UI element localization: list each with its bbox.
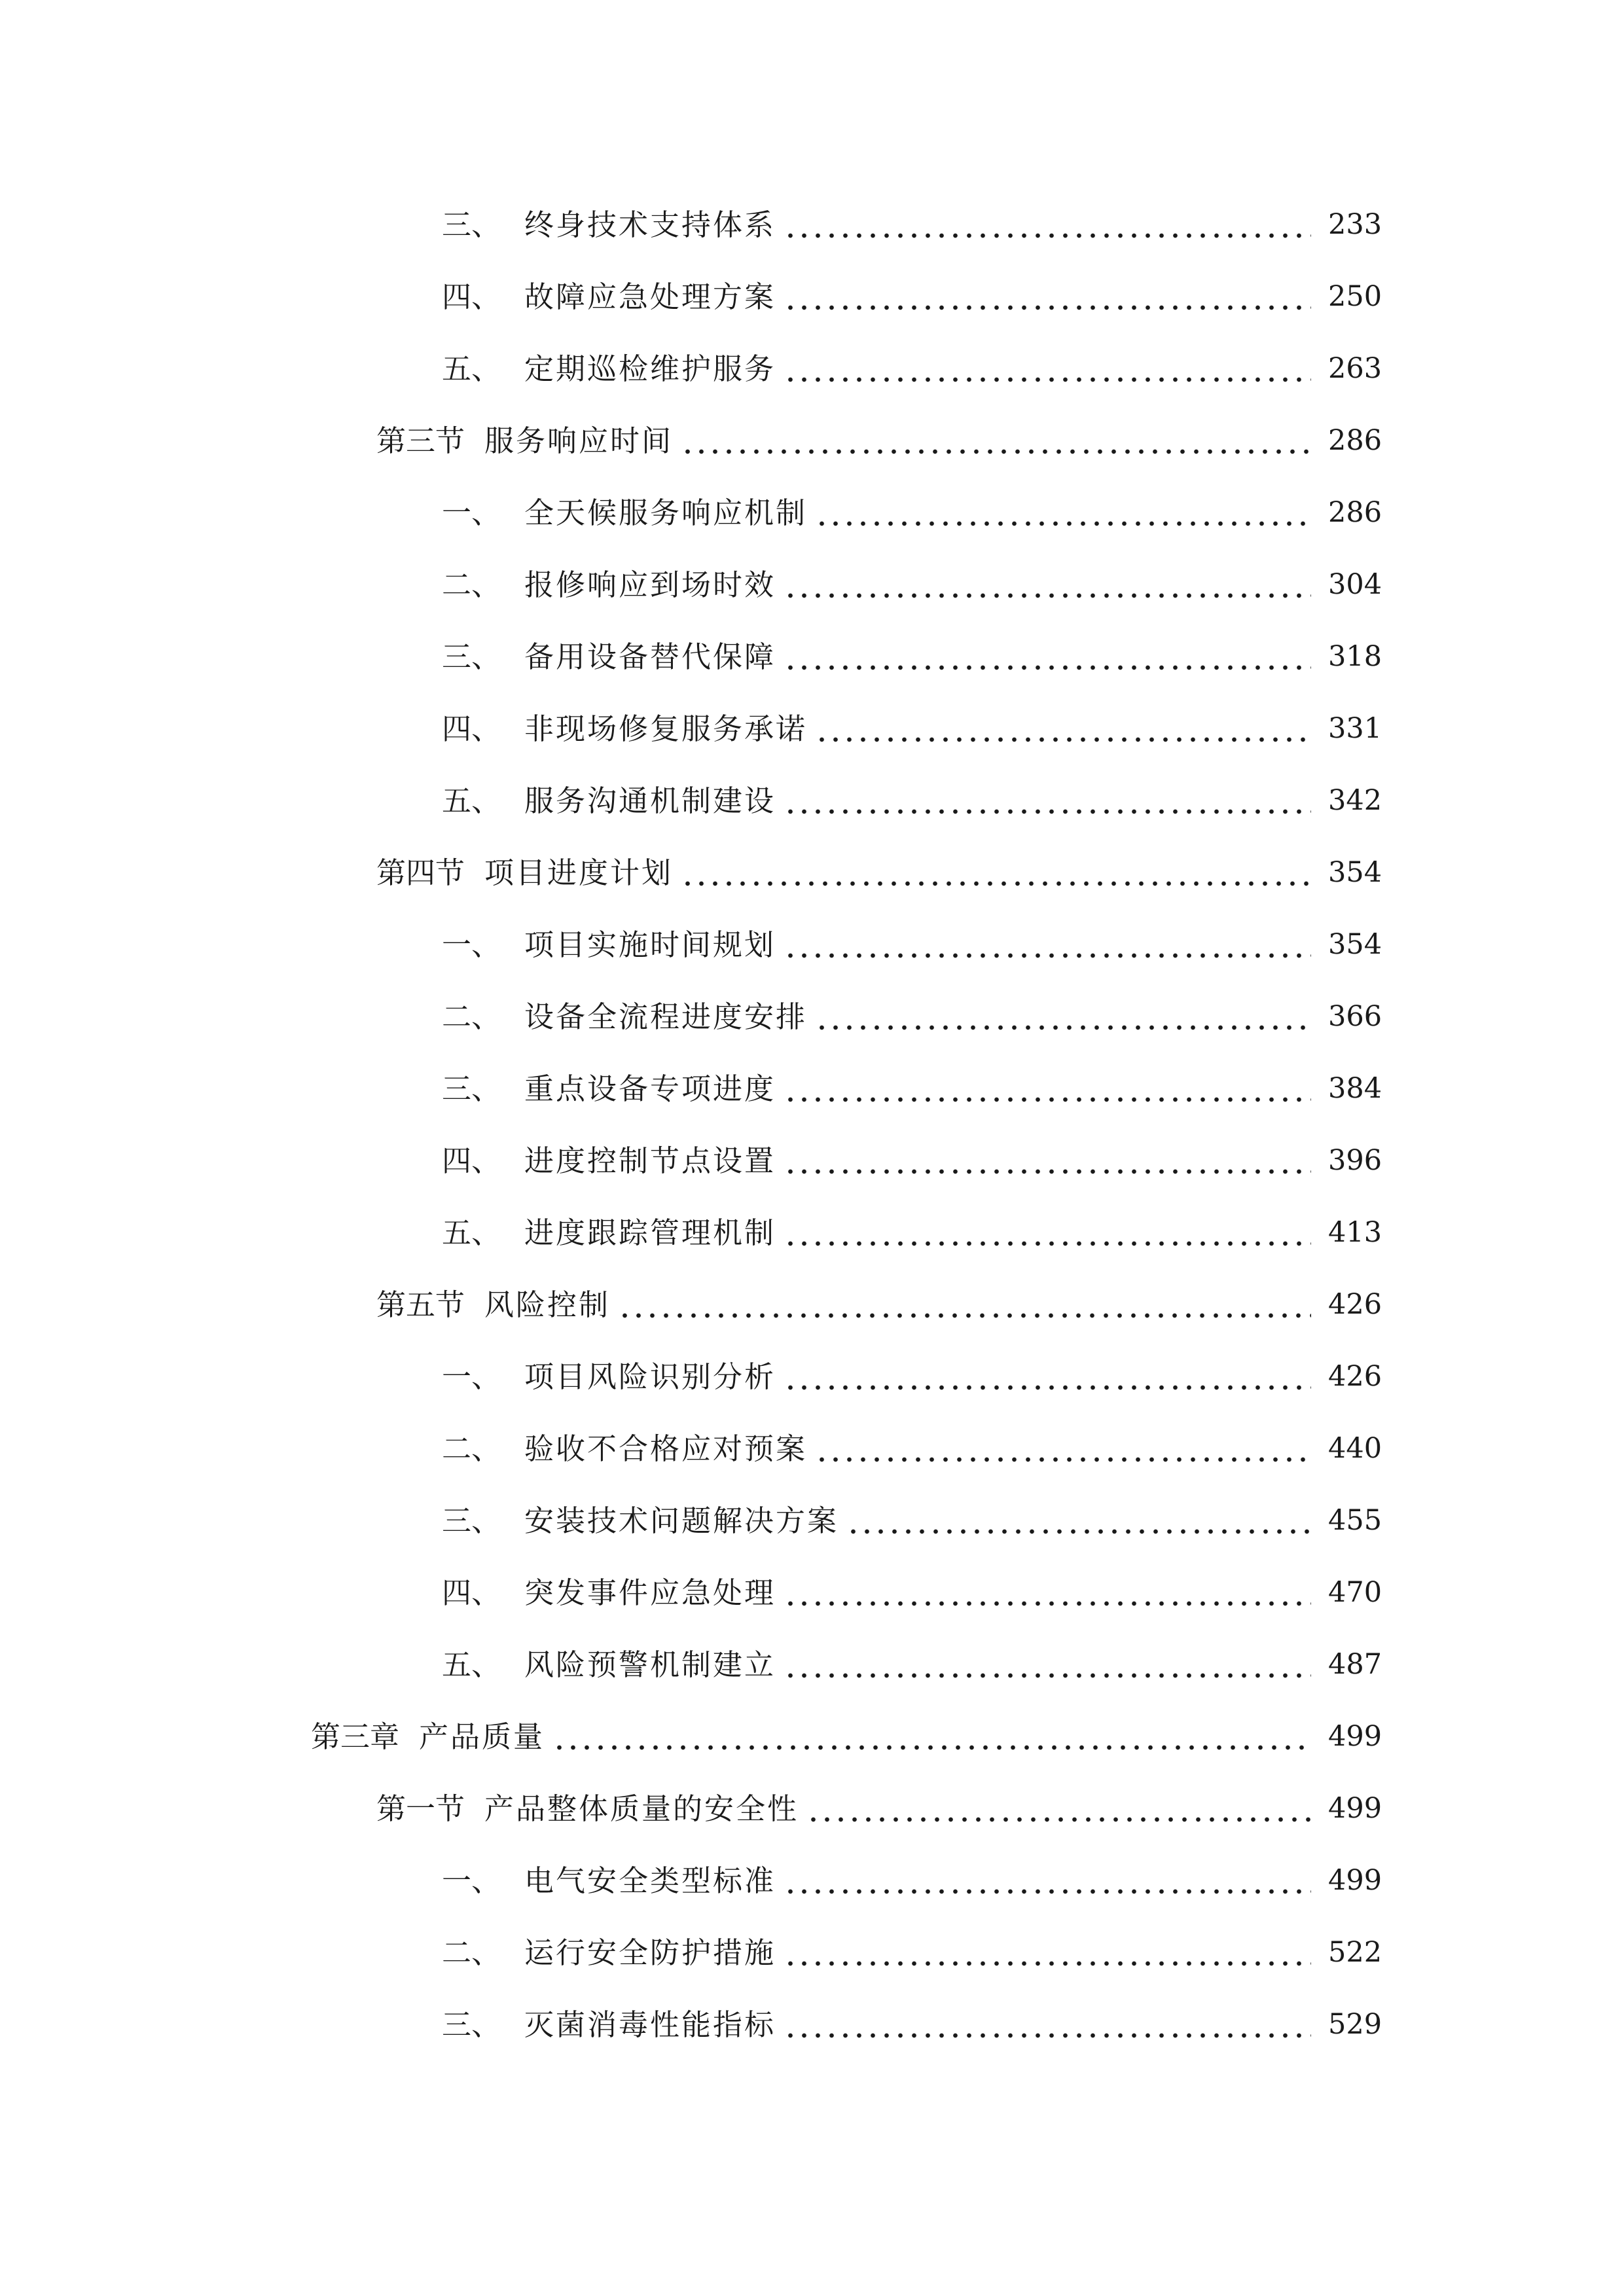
toc-entry-page: 396 <box>1328 1143 1382 1177</box>
dot-leader <box>784 1866 1311 1895</box>
toc-entry-number: 一、 <box>442 1863 501 1898</box>
toc-entry-title: 风险预警机制建立 <box>524 1647 776 1682</box>
toc-entry-number: 四、 <box>442 1575 501 1610</box>
toc-entry-page: 342 <box>1328 783 1382 817</box>
toc-entry-title: 备用设备替代保障 <box>524 639 776 674</box>
toc-entry-title: 项目实施时间规划 <box>524 927 776 962</box>
toc-entry-title: 定期巡检维护服务 <box>524 351 776 386</box>
toc-entry-page: 455 <box>1328 1503 1382 1537</box>
toc-entry-number: 四、 <box>442 711 501 746</box>
dot-leader <box>784 1146 1311 1175</box>
dot-leader <box>552 1722 1311 1751</box>
dot-leader <box>815 498 1311 528</box>
toc-entry-page: 413 <box>1328 1215 1382 1249</box>
toc-entry[interactable] <box>0 620 1624 692</box>
toc-entry-page: 233 <box>1328 207 1382 241</box>
toc-entry[interactable] <box>0 1484 1624 1556</box>
toc-entry-page: 286 <box>1328 495 1382 529</box>
toc-entry[interactable] <box>0 476 1624 548</box>
toc-entry-title: 项目风险识别分析 <box>524 1359 776 1394</box>
dot-leader <box>815 714 1311 744</box>
toc-entry-title: 非现场修复服务承诺 <box>524 711 808 746</box>
toc-entry[interactable] <box>0 1052 1624 1124</box>
toc-entry-title: 故障应急处理方案 <box>524 279 776 314</box>
dot-leader <box>784 930 1311 960</box>
dot-leader <box>784 210 1311 240</box>
toc-entry-number: 三、 <box>442 639 501 674</box>
toc-entry-title: 报修响应到场时效 <box>524 567 776 602</box>
toc-entry-number: 五、 <box>442 1647 501 1682</box>
toc-entry-number: 一、 <box>442 495 501 530</box>
toc-entry-page: 440 <box>1328 1431 1382 1465</box>
dot-leader <box>784 570 1311 600</box>
dot-leader <box>806 1794 1311 1823</box>
toc-entry-page: 499 <box>1328 1791 1382 1825</box>
toc-entry-number: 第一节 <box>376 1791 465 1826</box>
toc-entry-number: 第五节 <box>376 1287 465 1322</box>
toc-entry[interactable] <box>0 1196 1624 1268</box>
toc-entry-number: 五、 <box>442 1215 501 1250</box>
toc-entry-title: 服务响应时间 <box>484 423 674 458</box>
toc-entry[interactable] <box>0 1556 1624 1628</box>
toc-entry-number: 一、 <box>442 1359 501 1394</box>
toc-section-entry[interactable] <box>0 1268 1624 1340</box>
toc-entry[interactable] <box>0 260 1624 332</box>
toc-entry-title: 风险控制 <box>484 1287 611 1322</box>
toc-section-entry[interactable] <box>0 836 1624 908</box>
toc-entry-page: 354 <box>1328 855 1382 889</box>
toc-entry-title: 产品整体质量的安全性 <box>484 1791 799 1826</box>
dot-leader <box>681 426 1311 456</box>
toc-entry-page: 499 <box>1328 1719 1382 1753</box>
dot-leader <box>815 1002 1311 1031</box>
toc-entry-page: 522 <box>1328 1935 1382 1969</box>
toc-entry-title: 项目进度计划 <box>484 855 674 890</box>
toc-entry-page: 331 <box>1328 711 1382 745</box>
toc-entry[interactable] <box>0 908 1624 980</box>
toc-entry-title: 电气安全类型标准 <box>524 1863 776 1898</box>
toc-entry-title: 重点设备专项进度 <box>524 1071 776 1106</box>
toc-entry-title: 全天候服务响应机制 <box>524 495 808 530</box>
toc-entry-title: 运行安全防护措施 <box>524 1935 776 1970</box>
toc-entry-number: 三、 <box>442 207 501 242</box>
toc-entry-title: 设备全流程进度安排 <box>524 999 808 1034</box>
dot-leader <box>846 1506 1311 1535</box>
toc-entry-title: 灭菌消毒性能指标 <box>524 2007 776 2042</box>
toc-entry-number: 第四节 <box>376 855 465 890</box>
toc-entry[interactable] <box>0 1916 1624 1988</box>
dot-leader <box>815 1434 1311 1463</box>
toc-entry-number: 一、 <box>442 927 501 962</box>
dot-leader <box>784 2010 1311 2039</box>
toc-entry-page: 384 <box>1328 1071 1382 1105</box>
toc-entry-number: 二、 <box>442 567 501 602</box>
toc-section-entry[interactable] <box>0 404 1624 476</box>
dot-leader <box>784 354 1311 384</box>
toc-entry-page: 366 <box>1328 999 1382 1033</box>
toc-entry-number: 三、 <box>442 1503 501 1538</box>
dot-leader <box>784 1938 1311 1967</box>
toc-entry-number: 二、 <box>442 999 501 1034</box>
toc-entry-number: 二、 <box>442 1431 501 1466</box>
toc-entry-page: 318 <box>1328 639 1382 673</box>
toc-entry-title: 进度跟踪管理机制 <box>524 1215 776 1250</box>
toc-entry-number: 五、 <box>442 351 501 386</box>
toc-entry-title: 突发事件应急处理 <box>524 1575 776 1610</box>
toc-entry-number: 三、 <box>442 2007 501 2042</box>
toc-entry-title: 安装技术问题解决方案 <box>524 1503 839 1538</box>
dot-leader <box>784 1650 1311 1679</box>
toc-entry-page: 529 <box>1328 2007 1382 2041</box>
toc-entry-number: 四、 <box>442 1143 501 1178</box>
toc-entry[interactable] <box>0 1844 1624 1916</box>
table-of-contents <box>0 188 1624 2060</box>
dot-leader <box>784 282 1311 312</box>
toc-entry-number: 三、 <box>442 1071 501 1106</box>
toc-entry-page: 250 <box>1328 279 1382 313</box>
toc-entry-page: 470 <box>1328 1575 1382 1609</box>
toc-entry-title: 产品质量 <box>419 1719 545 1754</box>
dot-leader <box>784 1074 1311 1103</box>
toc-entry[interactable] <box>0 188 1624 260</box>
toc-entry-number: 二、 <box>442 1935 501 1970</box>
toc-entry[interactable] <box>0 692 1624 764</box>
toc-entry-title: 进度控制节点设置 <box>524 1143 776 1178</box>
dot-leader <box>618 1290 1311 1319</box>
toc-entry[interactable] <box>0 980 1624 1052</box>
toc-entry[interactable] <box>0 764 1624 836</box>
toc-entry-title: 服务沟通机制建设 <box>524 783 776 818</box>
toc-entry-page: 499 <box>1328 1863 1382 1897</box>
toc-section-entry[interactable] <box>0 1772 1624 1844</box>
toc-entry[interactable] <box>0 548 1624 620</box>
dot-leader <box>784 642 1311 672</box>
toc-entry[interactable] <box>0 1412 1624 1484</box>
toc-entry-page: 286 <box>1328 423 1382 457</box>
toc-entry-page: 304 <box>1328 567 1382 601</box>
toc-entry-title: 验收不合格应对预案 <box>524 1431 808 1466</box>
toc-entry-number: 第三节 <box>376 423 465 458</box>
toc-entry-page: 263 <box>1328 351 1382 385</box>
toc-entry[interactable] <box>0 1124 1624 1196</box>
toc-entry-page: 354 <box>1328 927 1382 961</box>
toc-entry-page: 426 <box>1328 1359 1382 1393</box>
toc-entry-page: 426 <box>1328 1287 1382 1321</box>
dot-leader <box>784 1218 1311 1247</box>
dot-leader <box>784 786 1311 816</box>
toc-entry-number: 第三章 <box>311 1719 400 1754</box>
dot-leader <box>681 858 1311 888</box>
dot-leader <box>784 1362 1311 1391</box>
toc-entry[interactable] <box>0 332 1624 404</box>
toc-entry-number: 四、 <box>442 279 501 314</box>
toc-entry-number: 五、 <box>442 783 501 818</box>
toc-entry[interactable] <box>0 1340 1624 1412</box>
dot-leader <box>784 1578 1311 1607</box>
toc-entry[interactable] <box>0 1988 1624 2060</box>
toc-chapter-entry[interactable] <box>0 1700 1624 1772</box>
toc-entry-page: 487 <box>1328 1647 1382 1681</box>
toc-entry-title: 终身技术支持体系 <box>524 207 776 242</box>
toc-entry[interactable] <box>0 1628 1624 1700</box>
